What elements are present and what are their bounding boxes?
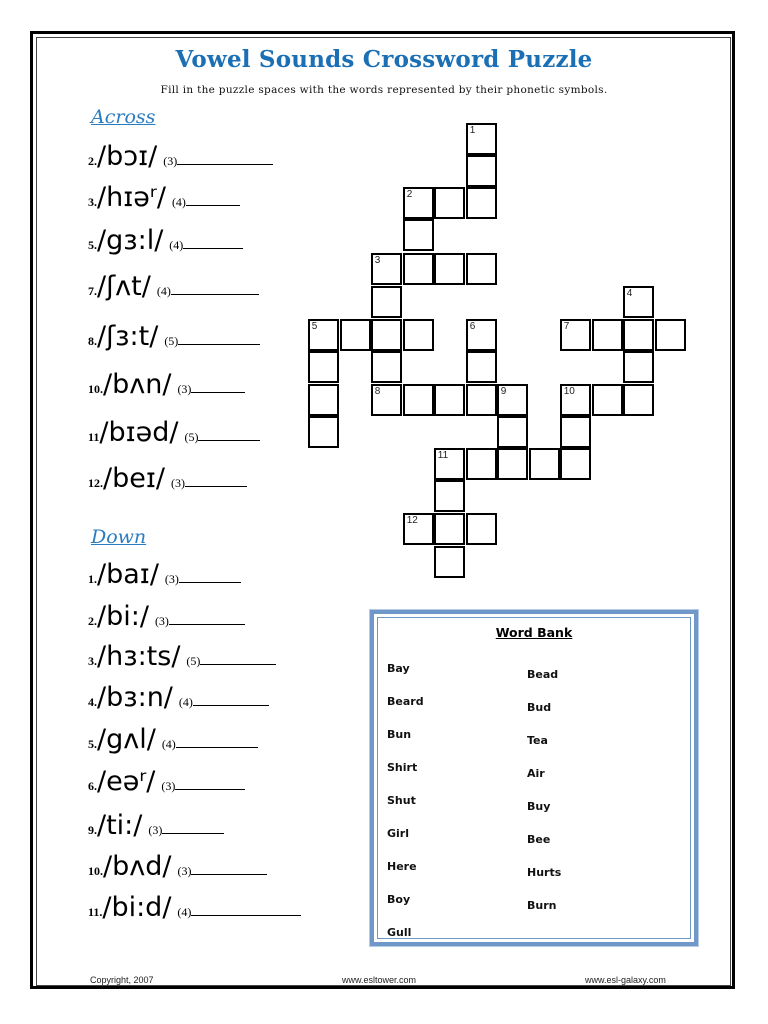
crossword-cell[interactable] bbox=[466, 187, 498, 220]
crossword-cell[interactable] bbox=[623, 319, 655, 352]
clue-phonetic: /bi:d/ bbox=[102, 892, 172, 923]
crossword-cell[interactable] bbox=[403, 513, 435, 546]
crossword-cell[interactable] bbox=[308, 416, 340, 449]
answer-blank[interactable] bbox=[186, 204, 240, 206]
clue-phonetic: /ʃʌt/ bbox=[97, 271, 151, 302]
crossword-cell[interactable] bbox=[466, 123, 498, 156]
crossword-cell[interactable] bbox=[466, 351, 498, 384]
crossword-cell[interactable] bbox=[308, 351, 340, 384]
crossword-cell[interactable] bbox=[466, 253, 498, 286]
clue-length: (3) bbox=[163, 154, 178, 168]
crossword-cell[interactable] bbox=[497, 448, 529, 481]
footer-link-esltower[interactable]: www.esltower.com bbox=[342, 975, 417, 985]
word-bank-word: Bun bbox=[387, 728, 412, 741]
crossword-cell[interactable] bbox=[434, 546, 466, 579]
word-bank-word: Gull bbox=[387, 926, 412, 939]
answer-blank[interactable] bbox=[198, 439, 260, 441]
clue-number: 4. bbox=[88, 695, 97, 709]
word-bank-word: Air bbox=[527, 767, 545, 780]
cell-number: 6 bbox=[469, 320, 476, 332]
clue-length: (3) bbox=[161, 779, 176, 793]
word-bank-word: Girl bbox=[387, 827, 409, 840]
word-bank bbox=[370, 610, 698, 946]
clue-length: (3) bbox=[170, 476, 185, 490]
down-clue bbox=[88, 683, 269, 723]
clue-phonetic: /eəʳ/ bbox=[97, 766, 156, 797]
clue-phonetic: /ti:/ bbox=[97, 810, 143, 841]
cell-number: 3 bbox=[374, 254, 381, 266]
crossword-cell[interactable] bbox=[371, 351, 403, 384]
answer-blank[interactable] bbox=[169, 623, 245, 625]
crossword-cell[interactable] bbox=[623, 286, 655, 319]
answer-blank[interactable] bbox=[193, 704, 269, 706]
down-clue bbox=[88, 642, 276, 682]
crossword-cell[interactable] bbox=[592, 384, 624, 417]
down-clue bbox=[88, 767, 245, 807]
clue-number: 12. bbox=[88, 476, 103, 490]
cell-number: 8 bbox=[374, 385, 381, 397]
down-clue bbox=[88, 893, 301, 933]
across-heading: Across bbox=[91, 106, 156, 128]
clue-number: 10. bbox=[88, 864, 103, 878]
clue-number: 3. bbox=[88, 654, 97, 668]
crossword-cell[interactable] bbox=[623, 384, 655, 417]
crossword-cell[interactable] bbox=[529, 448, 561, 481]
clue-phonetic: /beɪ/ bbox=[103, 463, 165, 494]
clue-phonetic: /ʃɜ:t/ bbox=[97, 321, 159, 352]
across-clue bbox=[88, 183, 240, 223]
down-clue bbox=[88, 852, 267, 892]
footer-link-eslgalaxy[interactable]: www.esl-galaxy.com bbox=[585, 975, 666, 985]
crossword-cell[interactable] bbox=[434, 384, 466, 417]
answer-blank[interactable] bbox=[178, 343, 260, 345]
word-bank-word: Hurts bbox=[527, 866, 562, 879]
clue-number: 2. bbox=[88, 154, 97, 168]
word-bank-word: Burn bbox=[527, 899, 557, 912]
answer-blank[interactable] bbox=[171, 293, 259, 295]
clue-length: (4) bbox=[161, 737, 176, 751]
word-bank-word: Bay bbox=[387, 662, 410, 675]
clue-number: 1. bbox=[88, 572, 97, 586]
instructions: Fill in the puzzle spaces with the words represented by their phonetic symbols. bbox=[160, 84, 608, 96]
clue-phonetic: /bʌd/ bbox=[103, 851, 172, 882]
crossword-cell[interactable] bbox=[340, 319, 372, 352]
down-clue bbox=[88, 725, 258, 765]
crossword-cell[interactable] bbox=[403, 187, 435, 220]
answer-blank[interactable] bbox=[191, 391, 245, 393]
page-title: Vowel Sounds Crossword Puzzle bbox=[175, 46, 593, 73]
across-clue bbox=[88, 272, 259, 312]
word-bank-word: Buy bbox=[527, 800, 551, 813]
answer-blank[interactable] bbox=[191, 873, 267, 875]
clue-number: 5. bbox=[88, 737, 97, 751]
clue-length: (4) bbox=[177, 905, 192, 919]
crossword-cell[interactable] bbox=[371, 253, 403, 286]
clue-length: (4) bbox=[178, 695, 193, 709]
crossword-cell[interactable] bbox=[466, 448, 498, 481]
clue-phonetic: /bɔɪ/ bbox=[97, 141, 158, 172]
crossword-cell[interactable] bbox=[403, 219, 435, 252]
cell-number: 10 bbox=[563, 385, 575, 397]
answer-blank[interactable] bbox=[175, 788, 245, 790]
clue-phonetic: /bʌn/ bbox=[103, 369, 172, 400]
clue-phonetic: /gʌl/ bbox=[97, 724, 156, 755]
answer-blank[interactable] bbox=[191, 914, 301, 916]
crossword-cell[interactable] bbox=[592, 319, 624, 352]
crossword-cell[interactable] bbox=[371, 286, 403, 319]
clue-number: 9. bbox=[88, 823, 97, 837]
copyright-text: Copyright, 2007 bbox=[90, 975, 154, 985]
crossword-cell[interactable] bbox=[434, 187, 466, 220]
crossword-cell[interactable] bbox=[655, 319, 687, 352]
down-clue bbox=[88, 602, 245, 642]
cell-number: 12 bbox=[406, 514, 418, 526]
word-bank-word: Shirt bbox=[387, 761, 418, 774]
crossword-cell[interactable] bbox=[466, 384, 498, 417]
clue-length: (3) bbox=[148, 823, 163, 837]
cell-number: 4 bbox=[626, 287, 633, 299]
crossword-cell[interactable] bbox=[466, 319, 498, 352]
cell-number: 1 bbox=[469, 124, 476, 136]
clue-length: (3) bbox=[154, 614, 169, 628]
crossword-cell[interactable] bbox=[466, 513, 498, 546]
clue-length: (4) bbox=[156, 284, 171, 298]
crossword-cell[interactable] bbox=[371, 384, 403, 417]
clue-number: 11. bbox=[88, 905, 103, 919]
clue-number: 3. bbox=[88, 195, 97, 209]
clue-phonetic: /gɜ:l/ bbox=[97, 225, 164, 256]
answer-blank[interactable] bbox=[183, 247, 243, 249]
word-bank-word: Here bbox=[387, 860, 417, 873]
down-clue bbox=[88, 811, 224, 851]
clue-length: (4) bbox=[171, 195, 186, 209]
cell-number: 7 bbox=[563, 320, 570, 332]
clue-length: (5) bbox=[186, 654, 201, 668]
clue-length: (4) bbox=[169, 238, 184, 252]
clue-phonetic: /bi:/ bbox=[97, 601, 149, 632]
clue-length: (3) bbox=[164, 572, 179, 586]
clue-number: 7. bbox=[88, 284, 97, 298]
answer-blank[interactable] bbox=[176, 746, 258, 748]
crossword-cell[interactable] bbox=[308, 384, 340, 417]
answer-blank[interactable] bbox=[200, 663, 276, 665]
clue-phonetic: /bɜ:n/ bbox=[97, 682, 173, 713]
clue-number: 11 bbox=[88, 430, 100, 444]
word-bank-word: Tea bbox=[527, 734, 548, 747]
crossword-cell[interactable] bbox=[434, 513, 466, 546]
word-bank-word: Boy bbox=[387, 893, 411, 906]
answer-blank[interactable] bbox=[179, 581, 241, 583]
crossword-cell[interactable] bbox=[497, 384, 529, 417]
cell-number: 9 bbox=[500, 385, 507, 397]
clue-length: (5) bbox=[164, 334, 179, 348]
clue-number: 2. bbox=[88, 614, 97, 628]
clue-number: 6. bbox=[88, 779, 97, 793]
clue-length: (3) bbox=[177, 382, 192, 396]
cell-number: 2 bbox=[406, 188, 413, 200]
across-clue bbox=[88, 142, 273, 182]
across-clue bbox=[88, 226, 243, 266]
cell-number: 11 bbox=[437, 449, 449, 461]
crossword-cell[interactable] bbox=[497, 416, 529, 449]
clue-number: 5. bbox=[88, 238, 97, 252]
across-clue bbox=[88, 370, 245, 410]
word-bank-word: Beard bbox=[387, 695, 424, 708]
crossword-cell[interactable] bbox=[403, 319, 435, 352]
word-bank-title: Word Bank bbox=[495, 625, 573, 640]
crossword-cell[interactable] bbox=[434, 253, 466, 286]
down-heading: Down bbox=[91, 526, 147, 548]
clue-phonetic: /hɜ:ts/ bbox=[97, 641, 181, 672]
crossword-cell[interactable] bbox=[560, 416, 592, 449]
crossword-cell[interactable] bbox=[560, 448, 592, 481]
clue-phonetic: /hɪəʳ/ bbox=[97, 182, 166, 213]
clue-phonetic: /baɪ/ bbox=[97, 559, 159, 590]
across-clue bbox=[88, 464, 247, 504]
answer-blank[interactable] bbox=[177, 163, 273, 165]
clue-length: (3) bbox=[177, 864, 192, 878]
answer-blank[interactable] bbox=[162, 832, 224, 834]
crossword-cell[interactable] bbox=[560, 384, 592, 417]
cell-number: 5 bbox=[311, 320, 318, 332]
word-bank-word: Bud bbox=[527, 701, 552, 714]
crossword-cell[interactable] bbox=[560, 319, 592, 352]
crossword-cell[interactable] bbox=[308, 319, 340, 352]
answer-blank[interactable] bbox=[185, 485, 247, 487]
crossword-cell[interactable] bbox=[434, 448, 466, 481]
crossword-cell[interactable] bbox=[403, 384, 435, 417]
crossword-cell[interactable] bbox=[403, 253, 435, 286]
word-bank-word: Bead bbox=[527, 668, 559, 681]
crossword-cell[interactable] bbox=[434, 480, 466, 513]
crossword-cell[interactable] bbox=[623, 351, 655, 384]
across-clue bbox=[88, 418, 260, 458]
clue-number: 10. bbox=[88, 382, 103, 396]
word-bank-word: Bee bbox=[527, 833, 551, 846]
crossword-cell[interactable] bbox=[371, 319, 403, 352]
clue-length: (5) bbox=[184, 430, 199, 444]
crossword-cell[interactable] bbox=[466, 155, 498, 188]
clue-phonetic: /bɪəd/ bbox=[99, 417, 179, 448]
across-clue bbox=[88, 322, 260, 362]
down-clue bbox=[88, 560, 241, 600]
word-bank-word: Shut bbox=[387, 794, 416, 807]
clue-number: 8. bbox=[88, 334, 97, 348]
